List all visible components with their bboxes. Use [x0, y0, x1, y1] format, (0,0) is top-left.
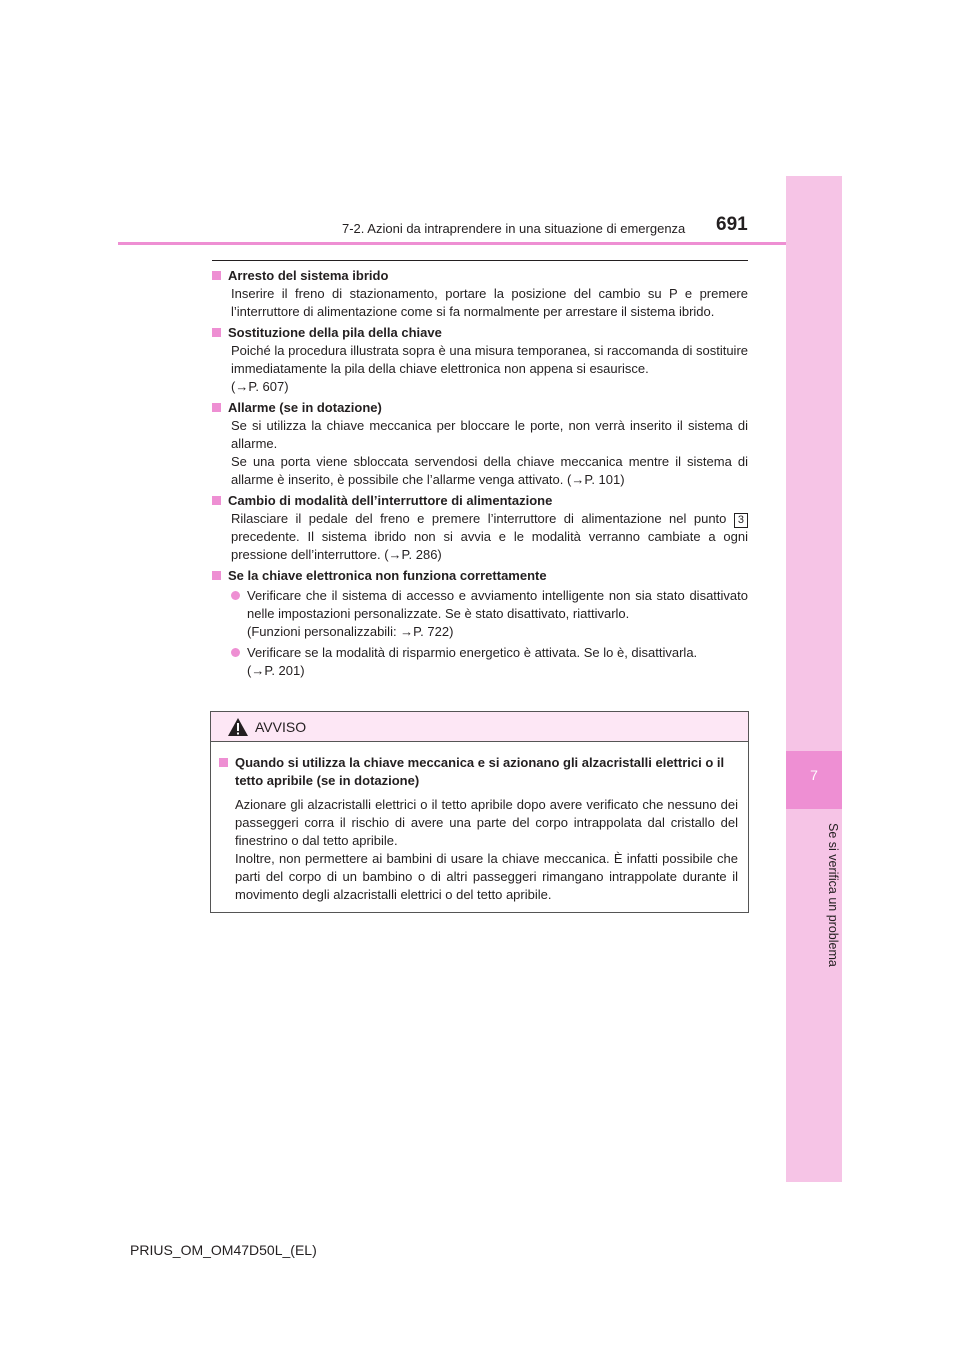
- footer-doc-code: PRIUS_OM_OM47D50L_(EL): [130, 1242, 317, 1258]
- circle-bullet-icon: [231, 648, 240, 657]
- section-title: Se la chiave elettronica non funziona correttamente: [228, 568, 547, 583]
- warning-header: [211, 712, 748, 742]
- warning-box: [210, 711, 749, 913]
- list-item: Verificare se la modalità di risparmio energetico è attivata. Se lo è, disattivarla. (→P. 201): [231, 644, 748, 680]
- section-title: Sostituzione della pila della chiave: [228, 325, 442, 340]
- section-text: Se si utilizza la chiave meccanica per bloccare le porte, non verrà inserito il sistema di allarme.: [231, 418, 748, 451]
- header-rule: [118, 242, 786, 245]
- square-bullet-icon: [212, 571, 221, 580]
- section-alarm: [212, 399, 748, 489]
- section-electronic-key: [212, 567, 748, 680]
- section-rule: [212, 260, 748, 261]
- square-bullet-icon: [212, 496, 221, 505]
- page-reference: (Funzioni personalizzabili: →P. 722): [247, 624, 454, 639]
- warning-heading: Quando si utilizza la chiave meccanica e si azionano gli alzacristalli elettrici o il tetto apribile (se in dotazione): [235, 755, 725, 788]
- section-title: Cambio di modalità dell’interruttore di alimentazione: [228, 493, 553, 508]
- square-bullet-icon: [219, 758, 228, 767]
- section-hybrid-stop: [212, 267, 748, 321]
- section-power-switch: [212, 492, 748, 564]
- side-strip: [786, 176, 842, 1182]
- section-text: Rilasciare il pedale del freno e premere l’interruttore di alimentazione nel punto 3 precedente. Il sistema ibrido non si avvia e le modalità verranno cambiate a ogni pressione dell’interruttore. (→P. 286): [231, 511, 748, 562]
- warning-title: AVVISO: [255, 718, 307, 735]
- square-bullet-icon: [212, 271, 221, 280]
- warning-text: Azionare gli alzacristalli elettrici o il tetto apribile dopo avere verificato che nessuno dei passeggeri corra il rischio di avere una parte del corpo intrappolata dal cristallo del finestrino o dal tetto apribile.: [235, 797, 738, 848]
- circle-bullet-icon: [231, 591, 240, 600]
- page-number: 691: [716, 214, 748, 235]
- section-text: Poiché la procedura illustrata sopra è una misura temporanea, si raccomanda di sostituire immediatamente la pila della chiave elettronica non appena si esaurisce.: [231, 343, 748, 376]
- list-item: Verificare che il sistema di accesso e avviamento intelligente non sia stato disattivato nelle impostazioni personalizzate. Se è stato disattivato, riattivarlo. (Funzioni personalizzabili: →P. 722): [231, 587, 748, 641]
- chapter-number: 7: [810, 767, 818, 783]
- warning-text: Inoltre, non permettere ai bambini di usare la chiave meccanica. È infatti possibile che parti del corpo di un bambino o di altri passeggeri rimangano intrappolate durante il movimento degli alzacristalli elettrici o del tetto apribile.: [235, 851, 738, 902]
- page-reference: (→P. 201): [247, 663, 305, 678]
- section-title: Arresto del sistema ibrido: [228, 268, 389, 283]
- step-number-box: 3: [734, 513, 748, 528]
- section-text: Se una porta viene sbloccata servendosi della chiave meccanica mentre il sistema di allarme è inserito, è possibile che l’allarme venga attivato. (→P. 101): [231, 454, 748, 487]
- page-reference: (→P. 607): [231, 379, 289, 394]
- section-title: Allarme (se in dotazione): [228, 400, 382, 415]
- warning-body: [211, 742, 748, 904]
- section-header: 7-2. Azioni da intraprendere in una situazione di emergenza: [342, 221, 686, 236]
- section-text: Inserire il freno di stazionamento, portare la posizione del cambio su P e premere l’interruttore di alimentazione come si fa normalmente per arrestare il sistema ibrido.: [231, 286, 748, 319]
- square-bullet-icon: [212, 328, 221, 337]
- section-key-battery: [212, 324, 748, 396]
- square-bullet-icon: [212, 403, 221, 412]
- chapter-title: Se si verifica un problema: [826, 823, 840, 967]
- warning-triangle-icon: [227, 717, 249, 737]
- main-content: [212, 267, 748, 683]
